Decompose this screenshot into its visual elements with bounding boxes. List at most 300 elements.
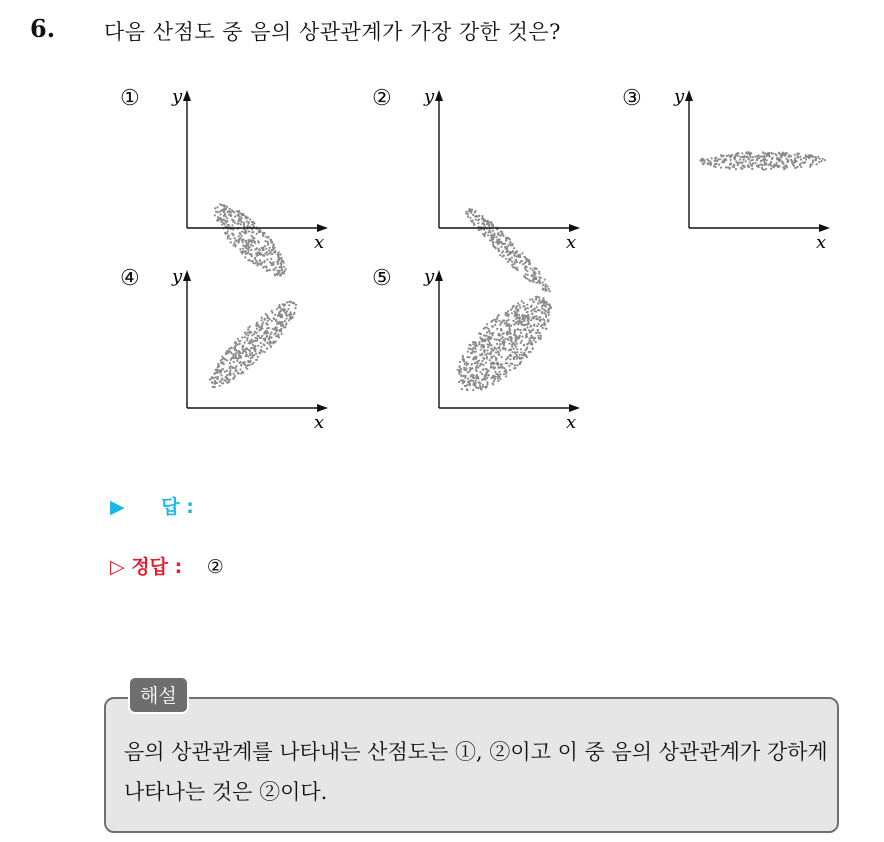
- scatter-dot: [211, 381, 213, 383]
- scatter-plot-3: [622, 86, 842, 256]
- scatter-dot: [220, 374, 222, 376]
- scatter-dot: [803, 157, 805, 159]
- scatter-dot: [259, 337, 261, 339]
- scatter-dot: [272, 262, 274, 264]
- scatter-dot: [763, 161, 765, 163]
- scatter-dot: [530, 306, 532, 308]
- scatter-dot: [459, 366, 461, 368]
- scatter-dot: [267, 242, 269, 244]
- scatter-dot: [472, 358, 474, 360]
- scatter-dot: [485, 220, 487, 222]
- scatter-dot: [545, 328, 547, 330]
- scatter-dot: [258, 242, 260, 244]
- scatter-dot: [234, 354, 236, 356]
- scatter-dot: [252, 221, 254, 223]
- scatter-dot: [724, 158, 726, 160]
- scatter-dot: [485, 386, 487, 388]
- scatter-dot: [522, 305, 524, 307]
- scatter-dot: [503, 373, 505, 375]
- scatter-dot: [750, 163, 752, 165]
- scatter-dot: [470, 344, 472, 346]
- scatter-dot: [488, 370, 490, 372]
- scatter-dot: [486, 377, 488, 379]
- scatter-dot: [213, 377, 215, 379]
- scatter-dot: [508, 343, 510, 345]
- scatter-dot: [766, 152, 768, 154]
- scatter-dot: [249, 340, 251, 342]
- scatter-dot: [507, 356, 509, 358]
- scatter-dot: [741, 152, 743, 154]
- scatter-plot-4: [120, 266, 340, 436]
- scatter-dot: [470, 368, 472, 370]
- scatter-dot: [281, 324, 283, 326]
- scatter-dot: [235, 356, 237, 358]
- scatter-dot: [748, 158, 750, 160]
- scatter-dot: [462, 375, 464, 377]
- scatter-dot: [228, 373, 230, 375]
- scatter-dot: [794, 154, 796, 156]
- scatter-dot: [256, 328, 258, 330]
- scatter-dot: [809, 166, 811, 168]
- scatter-dot: [710, 162, 712, 164]
- scatter-dot: [267, 317, 269, 319]
- scatter-dot: [467, 378, 469, 380]
- scatter-dot: [293, 312, 295, 314]
- scatter-dot: [261, 317, 263, 319]
- scatter-dot: [538, 301, 540, 303]
- scatter-dot: [220, 219, 222, 221]
- scatter-dot: [761, 167, 763, 169]
- scatter-dot: [510, 309, 512, 311]
- scatter-dot: [244, 336, 246, 338]
- scatter-dot: [472, 343, 474, 345]
- scatter-dot: [533, 301, 535, 303]
- scatter-dot: [246, 368, 248, 370]
- scatter-dot: [475, 210, 477, 212]
- scatter-dot: [521, 336, 523, 338]
- scatter-dot: [508, 365, 510, 367]
- scatter-dot: [495, 319, 497, 321]
- scatter-dot: [806, 156, 808, 158]
- scatter-dot: [486, 331, 488, 333]
- scatter-dot: [273, 333, 275, 335]
- scatter-dot: [513, 255, 515, 257]
- scatter-dot: [480, 388, 482, 390]
- scatter-dot: [282, 303, 284, 305]
- scatter-dot: [747, 164, 749, 166]
- scatter-dot: [538, 296, 540, 298]
- scatter-dot: [217, 216, 219, 218]
- scatter-dot: [785, 165, 787, 167]
- scatter-dot: [488, 225, 490, 227]
- scatter-dot: [288, 304, 290, 306]
- scatter-dot: [812, 159, 814, 161]
- scatter-dot: [482, 219, 484, 221]
- scatter-dot: [241, 221, 243, 223]
- scatter-dot: [537, 335, 539, 337]
- scatter-dot: [763, 159, 765, 161]
- scatter-dot: [260, 342, 262, 344]
- scatter-dot: [500, 373, 502, 375]
- scatter-dot: [523, 302, 525, 304]
- scatter-dot: [512, 351, 514, 353]
- scatter-dot: [261, 335, 263, 337]
- correct-answer-value: ②: [206, 556, 224, 578]
- scatter-dot: [266, 335, 268, 337]
- scatter-dot: [487, 231, 489, 233]
- scatter-dot: [236, 215, 238, 217]
- play-triangle-icon: ▶: [110, 496, 125, 518]
- y-axis-label-4: y: [172, 266, 183, 287]
- scatter-dot: [526, 343, 528, 345]
- scatter-dot: [511, 340, 513, 342]
- scatter-dot: [786, 152, 788, 154]
- scatter-dot: [538, 323, 540, 325]
- scatter-dot: [250, 342, 252, 344]
- scatter-dot: [541, 305, 543, 307]
- scatter-dot: [818, 161, 820, 163]
- scatter-dot: [266, 330, 268, 332]
- scatter-dot: [484, 354, 486, 356]
- scatter-dot: [816, 163, 818, 165]
- scatter-dot: [472, 389, 474, 391]
- scatter-dot: [228, 235, 230, 237]
- scatter-dot: [247, 329, 249, 331]
- scatter-dot: [292, 302, 294, 304]
- y-axis-label-1: y: [172, 86, 183, 107]
- scatter-dot: [475, 370, 477, 372]
- scatter-dot: [513, 367, 515, 369]
- scatter-dot: [487, 336, 489, 338]
- scatter-dot: [283, 262, 285, 264]
- scatter-dot: [264, 240, 266, 242]
- scatter-dot: [277, 256, 279, 258]
- scatter-dot: [489, 359, 491, 361]
- scatter-dot: [510, 244, 512, 246]
- scatter-dot: [234, 237, 236, 239]
- scatter-dot: [545, 306, 547, 308]
- scatter-dot: [481, 353, 483, 355]
- scatter-dot: [280, 262, 282, 264]
- scatter-dot: [285, 322, 287, 324]
- scatter-dot: [249, 218, 251, 220]
- scatter-dot: [535, 299, 537, 301]
- scatter-dot: [262, 249, 264, 251]
- scatter-dot: [741, 168, 743, 170]
- scatter-dot: [271, 320, 273, 322]
- scatter-dot: [477, 219, 479, 221]
- scatter-dot: [470, 352, 472, 354]
- scatter-dot: [245, 354, 247, 356]
- scatter-dot: [487, 221, 489, 223]
- scatter-dot: [507, 261, 509, 263]
- scatter-dot: [480, 346, 482, 348]
- scatter-dot: [248, 221, 250, 223]
- scatter-dot: [465, 361, 467, 363]
- scatter-dot: [504, 243, 506, 245]
- scatter-dot: [506, 248, 508, 250]
- scatter-dot: [510, 325, 512, 327]
- plot-label-2: ②: [372, 86, 392, 111]
- answer-prompt: [110, 492, 194, 519]
- scatter-dot: [472, 214, 474, 216]
- scatter-dot: [505, 362, 507, 364]
- scatter-dot: [247, 334, 249, 336]
- scatter-dot: [255, 353, 257, 355]
- scatter-svg-1: [120, 86, 340, 256]
- scatter-dot: [495, 321, 497, 323]
- scatter-dot: [259, 326, 261, 328]
- scatter-dot: [530, 310, 532, 312]
- scatter-dot: [470, 210, 472, 212]
- scatter-dot: [290, 311, 292, 313]
- scatter-dot: [263, 344, 265, 346]
- scatter-dot: [483, 234, 485, 236]
- scatter-dot: [505, 373, 507, 375]
- scatter-dot: [499, 324, 501, 326]
- scatter-dot: [479, 384, 481, 386]
- scatter-dot: [239, 351, 241, 353]
- scatter-dot: [519, 321, 521, 323]
- scatter-dot: [733, 164, 735, 166]
- scatter-dot: [513, 323, 515, 325]
- scatter-dot: [256, 322, 258, 324]
- scatter-dot: [263, 232, 265, 234]
- x-axis-label-1: x: [314, 232, 325, 253]
- scatter-dot: [812, 161, 814, 163]
- scatter-dot: [504, 246, 506, 248]
- scatter-dot: [255, 359, 257, 361]
- scatter-dot: [742, 159, 744, 161]
- scatter-dot: [501, 241, 503, 243]
- scatter-dot: [226, 376, 228, 378]
- scatter-dot: [546, 303, 548, 305]
- scatter-dot: [788, 156, 790, 158]
- scatter-dot: [250, 357, 252, 359]
- scatter-dot: [231, 233, 233, 235]
- scatter-dot: [537, 303, 539, 305]
- scatter-dot: [219, 385, 221, 387]
- scatter-dot: [234, 216, 236, 218]
- scatter-dot: [265, 236, 267, 238]
- scatter-dot: [483, 364, 485, 366]
- scatter-dot: [499, 366, 501, 368]
- scatter-dot: [257, 251, 259, 253]
- scatter-dot: [264, 252, 266, 254]
- scatter-dot: [247, 239, 249, 241]
- scatter-dot: [778, 153, 780, 155]
- scatter-dot: [523, 329, 525, 331]
- scatter-dot: [520, 351, 522, 353]
- scatter-dot: [233, 373, 235, 375]
- scatter-dot: [541, 307, 543, 309]
- scatter-dot: [485, 368, 487, 370]
- scatter-dot: [240, 372, 242, 374]
- scatter-dot: [506, 324, 508, 326]
- scatter-dot: [505, 258, 507, 260]
- scatter-dot: [492, 238, 494, 240]
- scatter-svg-4: [120, 266, 340, 436]
- scatter-dot: [232, 244, 234, 246]
- scatter-dot: [253, 349, 255, 351]
- scatter-dot: [462, 355, 464, 357]
- scatter-dot: [216, 368, 218, 370]
- scatter-dot: [751, 168, 753, 170]
- scatter-dot: [772, 157, 774, 159]
- scatter-dot: [486, 381, 488, 383]
- scatter-dot: [769, 155, 771, 157]
- scatter-dot: [233, 378, 235, 380]
- scatter-dot: [279, 306, 281, 308]
- x-axis-label-2: x: [566, 232, 577, 253]
- scatter-dot: [548, 314, 550, 316]
- scatter-dot: [492, 332, 494, 334]
- scatter-dot: [513, 358, 515, 360]
- scatter-dot: [245, 240, 247, 242]
- scatter-dot: [247, 252, 249, 254]
- scatter-dot: [533, 325, 535, 327]
- scatter-dot: [500, 246, 502, 248]
- scatter-dot: [268, 338, 270, 340]
- scatter-dot: [484, 340, 486, 342]
- scatter-dot: [476, 387, 478, 389]
- scatter-dot: [519, 256, 521, 258]
- scatter-dot: [521, 300, 523, 302]
- scatter-dot: [233, 361, 235, 363]
- scatter-dot: [735, 153, 737, 155]
- scatter-dot: [216, 372, 218, 374]
- scatter-dot: [495, 362, 497, 364]
- scatter-dot: [249, 325, 251, 327]
- scatter-dot: [490, 337, 492, 339]
- scatter-dot: [240, 235, 242, 237]
- scatter-dot: [534, 337, 536, 339]
- scatter-dot: [521, 315, 523, 317]
- scatter-dot: [242, 241, 244, 243]
- scatter-dot: [219, 381, 221, 383]
- scatter-dot: [280, 258, 282, 260]
- scatter-dot: [516, 261, 518, 263]
- scatter-dot: [248, 249, 250, 251]
- scatter-dot: [547, 320, 549, 322]
- scatter-dot: [752, 159, 754, 161]
- scatter-dot: [250, 244, 252, 246]
- scatter-dot: [252, 260, 254, 262]
- scatter-dot: [493, 319, 495, 321]
- scatter-dot: [476, 365, 478, 367]
- scatter-dot: [284, 320, 286, 322]
- scatter-dot: [548, 304, 550, 306]
- scatter-dot: [271, 331, 273, 333]
- scatter-dot: [253, 340, 255, 342]
- scatter-dot: [247, 259, 249, 261]
- scatter-dot: [489, 342, 491, 344]
- scatter-dot: [473, 377, 475, 379]
- scatter-dot: [466, 367, 468, 369]
- explanation-text: 음의 상관관계를 나타내는 산점도는 ①, ②이고 이 중 음의 상관관계가 강하게 나타나는 것은 ②이다.: [124, 740, 828, 804]
- scatter-dot: [716, 160, 718, 162]
- scatter-dot: [239, 343, 241, 345]
- scatter-dot: [486, 323, 488, 325]
- scatter-dot: [505, 375, 507, 377]
- scatter-dot: [526, 324, 528, 326]
- scatter-dot: [223, 215, 225, 217]
- scatter-dot: [249, 253, 251, 255]
- scatter-dot: [270, 262, 272, 264]
- scatter-dot: [467, 381, 469, 383]
- scatter-dot: [485, 362, 487, 364]
- scatter-dot: [519, 358, 521, 360]
- scatter-dot: [536, 325, 538, 327]
- scatter-dot: [529, 351, 531, 353]
- scatter-dot: [465, 211, 467, 213]
- scatter-dot: [458, 381, 460, 383]
- scatter-dot: [240, 223, 242, 225]
- scatter-dot: [776, 162, 778, 164]
- scatter-dot: [264, 338, 266, 340]
- scatter-dot: [229, 208, 231, 210]
- scatter-dot: [244, 245, 246, 247]
- scatter-dot: [795, 160, 797, 162]
- scatter-dot: [486, 353, 488, 355]
- scatter-dot: [516, 358, 518, 360]
- scatter-dot: [803, 162, 805, 164]
- scatter-dot: [515, 251, 517, 253]
- scatter-dot: [486, 356, 488, 358]
- scatter-dot: [248, 364, 250, 366]
- scatter-dot: [530, 343, 532, 345]
- scatter-dot: [491, 362, 493, 364]
- scatter-dot: [242, 352, 244, 354]
- scatter-dot: [521, 324, 523, 326]
- scatter-dot: [515, 339, 517, 341]
- scatter-dot: [233, 211, 235, 213]
- scatter-dot: [488, 328, 490, 330]
- scatter-dot: [467, 356, 469, 358]
- scatter-dot: [820, 160, 822, 162]
- scatter-dot: [217, 218, 219, 220]
- scatter-dot: [498, 354, 500, 356]
- scatter-dot: [763, 156, 765, 158]
- scatter-dot: [819, 158, 821, 160]
- scatter-dot: [229, 367, 231, 369]
- scatter-dot: [222, 368, 224, 370]
- scatter-dot: [519, 307, 521, 309]
- scatter-dot: [491, 356, 493, 358]
- scatter-dot: [237, 223, 239, 225]
- scatter-dot: [496, 343, 498, 345]
- scatter-dot: [470, 379, 472, 381]
- scatter-dot: [223, 379, 225, 381]
- scatter-dot: [226, 217, 228, 219]
- scatter-dot: [815, 159, 817, 161]
- scatter-dot: [528, 321, 530, 323]
- scatter-dot: [498, 320, 500, 322]
- scatter-dot: [247, 245, 249, 247]
- scatter-dot: [239, 368, 241, 370]
- scatter-dot: [256, 340, 258, 342]
- scatter-dot: [474, 362, 476, 364]
- scatter-dot: [543, 303, 545, 305]
- scatter-dot: [535, 311, 537, 313]
- scatter-dot: [276, 327, 278, 329]
- scatter-dot: [497, 377, 499, 379]
- scatter-dot: [808, 156, 810, 158]
- scatter-dot: [547, 311, 549, 313]
- scatter-dot: [244, 364, 246, 366]
- scatter-dot: [475, 219, 477, 221]
- scatter-dot: [255, 248, 257, 250]
